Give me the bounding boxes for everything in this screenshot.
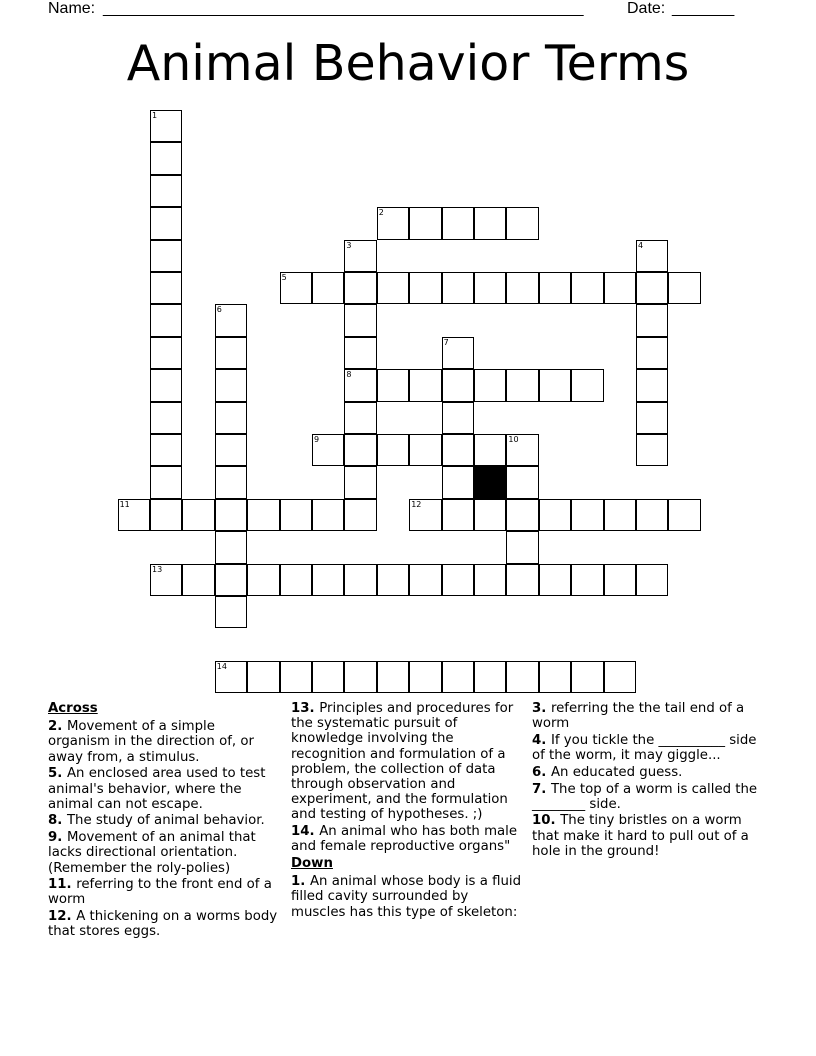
crossword-cell[interactable] <box>636 369 668 401</box>
crossword-cell[interactable] <box>215 402 247 434</box>
crossword-cell[interactable] <box>409 564 441 596</box>
clue-item <box>48 830 280 876</box>
crossword-cell[interactable] <box>604 661 636 693</box>
crossword-cell[interactable] <box>247 499 279 531</box>
clue-number: 5. <box>48 766 67 782</box>
crossword-cell[interactable] <box>474 499 506 531</box>
crossword-cell[interactable] <box>150 240 182 272</box>
clue-text: The study of animal behavior. <box>66 813 265 829</box>
crossword-cell[interactable] <box>377 661 409 693</box>
clue-item <box>532 701 772 731</box>
crossword-black-cell <box>474 466 506 498</box>
clue-text: referring to the front end of a worm <box>48 877 272 908</box>
clue-number: 6. <box>532 764 551 780</box>
crossword-cell[interactable] <box>506 207 538 239</box>
crossword-cell[interactable] <box>506 272 538 304</box>
crossword-cell[interactable] <box>539 369 571 401</box>
clue-text: An educated guess. <box>550 764 683 780</box>
clue-number-label: 6 <box>216 305 222 315</box>
crossword-cell[interactable] <box>377 369 409 401</box>
date-label: Date: <box>627 0 666 17</box>
crossword-cell[interactable] <box>377 434 409 466</box>
crossword-cell[interactable] <box>409 661 441 693</box>
clue-text: The tiny bristles on a worm that make it hard to pull out of a hole in the ground! <box>532 813 749 859</box>
crossword-cell[interactable] <box>150 142 182 174</box>
clue-number: 9. <box>48 830 67 846</box>
crossword-cell[interactable] <box>668 499 700 531</box>
crossword-cell[interactable] <box>215 531 247 563</box>
clues-column-3 <box>532 701 772 861</box>
crossword-cell[interactable] <box>636 304 668 336</box>
clue-number-label: 12 <box>411 499 422 509</box>
crossword-cell[interactable] <box>409 369 441 401</box>
crossword-cell[interactable] <box>215 564 247 596</box>
clue-item <box>532 733 772 763</box>
clue-number: 11. <box>48 877 77 893</box>
down-clues-list <box>291 874 523 920</box>
crossword-cell[interactable] <box>474 369 506 401</box>
clue-number-label: 11 <box>119 499 130 509</box>
crossword-cell[interactable] <box>571 499 603 531</box>
crossword-cell[interactable] <box>506 499 538 531</box>
crossword-cell[interactable] <box>442 661 474 693</box>
clue-item <box>48 877 280 907</box>
clue-item <box>291 824 523 854</box>
crossword-cell[interactable] <box>474 272 506 304</box>
clue-number: 12. <box>48 909 77 925</box>
name-line[interactable]: ______________________________________________________ <box>103 0 584 17</box>
clue-number: 7. <box>532 781 551 797</box>
crossword-cell[interactable] <box>280 499 312 531</box>
crossword-cell[interactable] <box>442 369 474 401</box>
clue-text: Principles and procedures for the systematic pursuit of knowledge involving the recognition and formulation of a problem, the collection of data through observation and experiment, and the formulation and testing of hypotheses. ;) <box>291 701 514 823</box>
crossword-cell[interactable] <box>636 272 668 304</box>
clue-item <box>291 874 523 920</box>
crossword-cell[interactable] <box>636 434 668 466</box>
crossword-cell[interactable] <box>280 661 312 693</box>
clue-text: Movement of a simple organism in the direction of, or away from, a stimulus. <box>48 719 254 765</box>
clue-number-label: 9 <box>314 435 320 444</box>
crossword-cell[interactable] <box>668 272 700 304</box>
clue-number: 1. <box>291 874 310 890</box>
crossword-cell[interactable] <box>506 369 538 401</box>
crossword-cell[interactable] <box>604 499 636 531</box>
crossword-cell[interactable] <box>377 564 409 596</box>
crossword-cell[interactable] <box>442 207 474 239</box>
crossword-cell[interactable] <box>150 337 182 369</box>
crossword-cell[interactable] <box>474 434 506 466</box>
crossword-cell[interactable] <box>604 564 636 596</box>
crossword-cell[interactable] <box>442 434 474 466</box>
across-clues-list-continued <box>291 701 523 855</box>
name-label: Name: <box>48 0 96 17</box>
crossword-cell[interactable] <box>344 337 376 369</box>
crossword-cell[interactable] <box>539 272 571 304</box>
clue-item <box>532 782 772 812</box>
clue-text: An enclosed area used to test animal's behavior, where the animal can not escape. <box>48 766 266 812</box>
clue-number-label: 8 <box>346 370 352 380</box>
clue-number-label: 1 <box>152 111 158 120</box>
clue-text: Movement of an animal that lacks directional orientation. (Remember the roly-polies) <box>48 830 256 876</box>
crossword-cell[interactable] <box>344 434 376 466</box>
clue-number: 10. <box>532 813 561 829</box>
across-clues-list <box>48 719 280 939</box>
crossword-cell[interactable] <box>344 466 376 498</box>
crossword-cell[interactable] <box>150 207 182 239</box>
crossword-cell[interactable] <box>215 434 247 466</box>
crossword-cell[interactable] <box>344 499 376 531</box>
clue-number: 13. <box>291 701 320 716</box>
crossword-cell[interactable] <box>312 499 344 531</box>
crossword-cell[interactable] <box>215 369 247 401</box>
clue-text: A thickening on a worms body that stores eggs. <box>48 909 278 940</box>
clue-item <box>48 766 280 812</box>
crossword-cell[interactable] <box>247 661 279 693</box>
crossword-cell[interactable] <box>150 304 182 336</box>
clue-text: If you tickle the __________ side of the worm, it may giggle... <box>532 732 757 764</box>
crossword-cell[interactable] <box>442 402 474 434</box>
crossword-cell[interactable] <box>442 564 474 596</box>
crossword-cell[interactable] <box>312 564 344 596</box>
clue-text: An animal who has both male and female reproductive organs" <box>291 824 518 855</box>
crossword-cell[interactable] <box>506 564 538 596</box>
crossword-cell[interactable] <box>344 402 376 434</box>
crossword-cell[interactable] <box>636 564 668 596</box>
crossword-cell[interactable] <box>150 369 182 401</box>
crossword-cell[interactable] <box>215 466 247 498</box>
clue-number: 4. <box>532 732 551 748</box>
crossword-cell[interactable] <box>571 661 603 693</box>
crossword-cell[interactable] <box>182 564 214 596</box>
crossword-cell[interactable] <box>182 499 214 531</box>
crossword-cell[interactable] <box>474 564 506 596</box>
clue-item <box>532 813 772 859</box>
clues-column-1 <box>48 701 280 941</box>
clue-item <box>48 719 280 765</box>
crossword-cell[interactable] <box>344 304 376 336</box>
clue-item <box>48 813 280 828</box>
crossword-cell[interactable] <box>442 499 474 531</box>
crossword-cell[interactable] <box>344 564 376 596</box>
crossword-cell[interactable] <box>150 466 182 498</box>
clue-number-label: 4 <box>638 240 644 250</box>
crossword-cell[interactable] <box>442 272 474 304</box>
clue-text: The top of a worm is called the ________ side. <box>532 781 758 812</box>
crossword-cell[interactable] <box>539 564 571 596</box>
crossword-cell[interactable] <box>150 272 182 304</box>
crossword-cell[interactable] <box>442 466 474 498</box>
crossword-cell[interactable] <box>409 434 441 466</box>
crossword-cell[interactable] <box>474 207 506 239</box>
clue-number-label: 3 <box>346 240 352 250</box>
clue-number-label: 2 <box>378 208 384 218</box>
clue-number-label: 7 <box>443 337 449 347</box>
crossword-cell[interactable] <box>150 175 182 207</box>
down-heading: Down <box>291 856 333 872</box>
clue-item <box>48 909 280 939</box>
crossword-cell[interactable] <box>571 369 603 401</box>
clue-text: referring the the tail end of a worm <box>532 701 745 732</box>
crossword-cell[interactable] <box>571 272 603 304</box>
crossword-cell[interactable] <box>344 661 376 693</box>
crossword-cell[interactable] <box>312 272 344 304</box>
crossword-cell[interactable] <box>377 272 409 304</box>
crossword-cell[interactable] <box>409 272 441 304</box>
crossword-cell[interactable] <box>539 661 571 693</box>
clue-number: 14. <box>291 824 320 840</box>
clue-text: An animal whose body is a fluid filled cavity surrounded by muscles has this type of skeleton: <box>291 874 522 920</box>
crossword-cell[interactable] <box>150 499 182 531</box>
crossword-cell[interactable] <box>539 499 571 531</box>
clues-column-2 <box>291 701 523 921</box>
clue-number-label: 13 <box>152 564 163 574</box>
crossword-cell[interactable] <box>474 661 506 693</box>
clue-number-label: 14 <box>216 661 227 671</box>
crossword-cell[interactable] <box>150 434 182 466</box>
clue-number-label: 5 <box>281 273 287 282</box>
crossword-cell[interactable] <box>215 499 247 531</box>
crossword-cell[interactable] <box>280 564 312 596</box>
clue-number: 3. <box>532 701 551 716</box>
clue-number-label: 10 <box>508 435 519 444</box>
crossword-cell[interactable] <box>571 564 603 596</box>
crossword-cell[interactable] <box>506 531 538 563</box>
crossword-cell[interactable] <box>312 661 344 693</box>
down-clues-list-continued <box>532 701 772 859</box>
crossword-cell[interactable] <box>409 207 441 239</box>
page-title: Animal Behavior Terms <box>126 35 690 92</box>
clue-number: 2. <box>48 719 67 735</box>
crossword-cell[interactable] <box>636 337 668 369</box>
across-heading: Across <box>48 701 98 716</box>
crossword-cell[interactable] <box>636 402 668 434</box>
crossword-cell[interactable] <box>344 272 376 304</box>
crossword-cell[interactable] <box>247 564 279 596</box>
clue-number: 8. <box>48 813 67 829</box>
crossword-cell[interactable] <box>215 596 247 628</box>
crossword-cell[interactable] <box>636 499 668 531</box>
crossword-cell[interactable] <box>506 661 538 693</box>
crossword-cell[interactable] <box>150 402 182 434</box>
date-line[interactable]: _______ <box>672 0 735 17</box>
crossword-cell[interactable] <box>604 272 636 304</box>
crossword-cell[interactable] <box>506 466 538 498</box>
crossword-cell[interactable] <box>215 337 247 369</box>
clue-item <box>532 765 772 780</box>
clue-item <box>291 701 523 823</box>
